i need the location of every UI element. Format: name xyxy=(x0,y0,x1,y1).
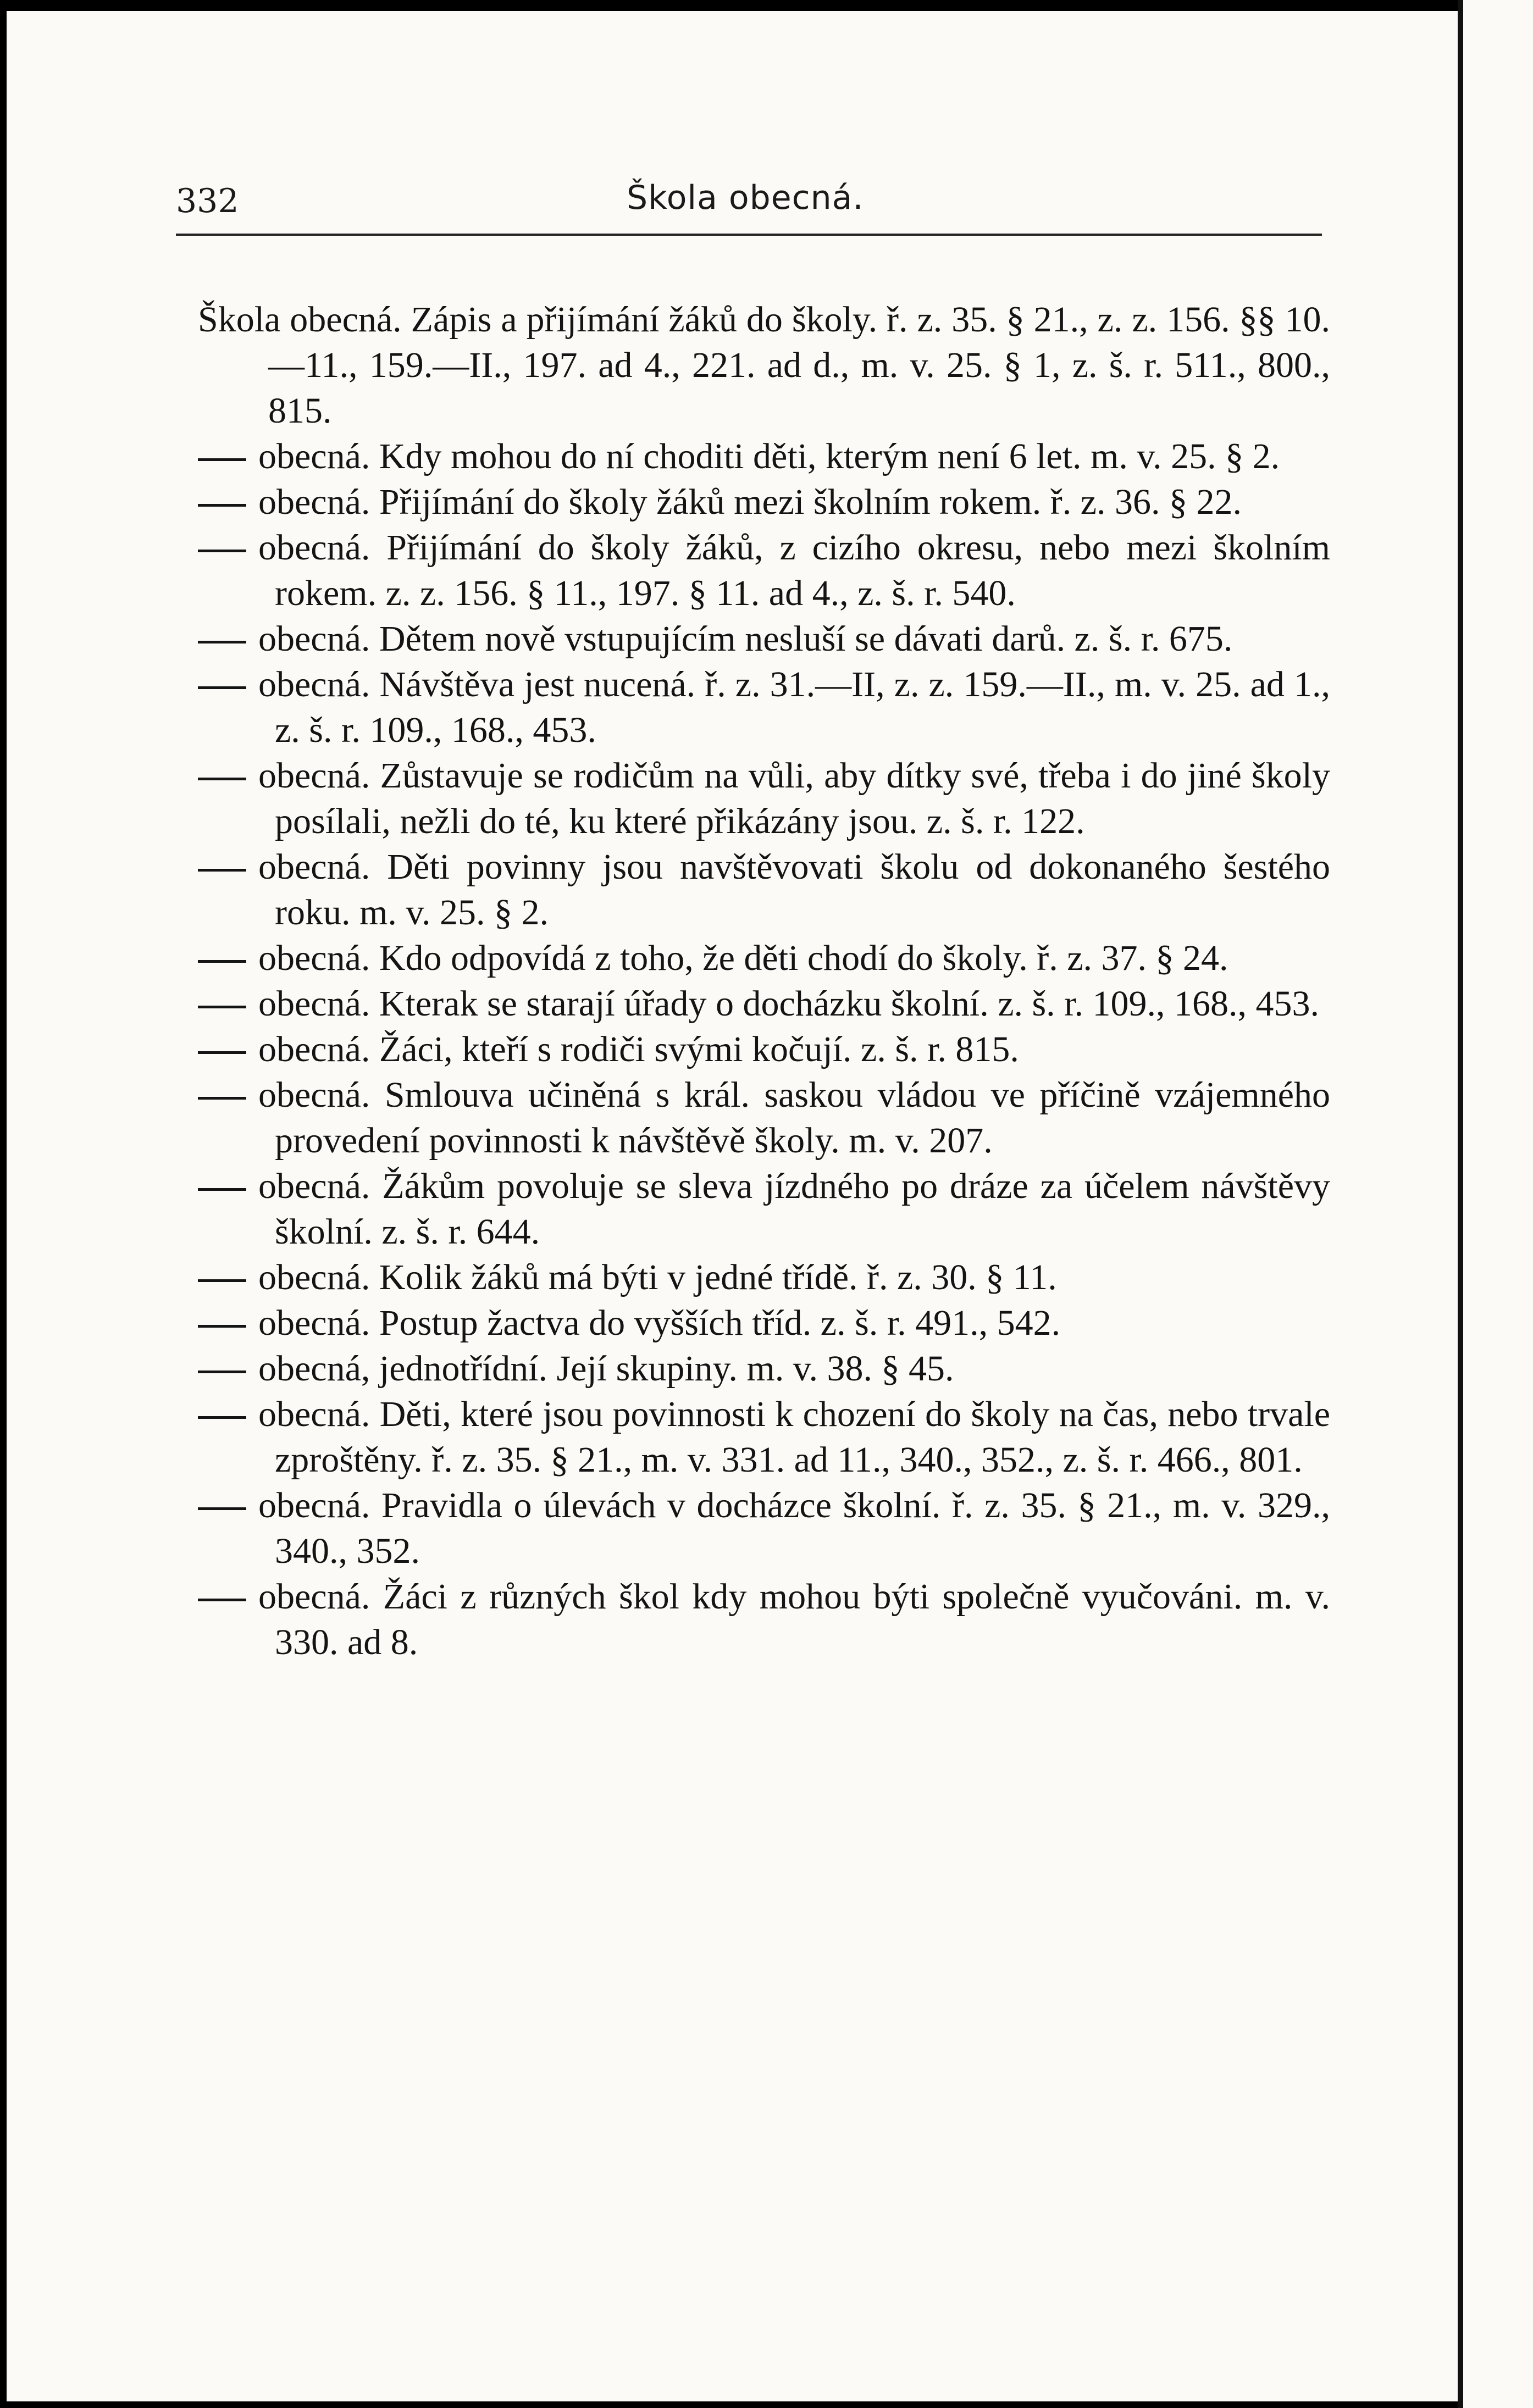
dash-mark xyxy=(198,616,258,662)
index-entry: obecná, jednotřídní. Její skupiny. m. v. 38. § 45. xyxy=(198,1346,1330,1391)
dash-mark xyxy=(198,1574,258,1619)
dash-mark xyxy=(198,1072,258,1118)
index-entry: Škola obecná. Zápis a přijímání žáků do školy. ř. z. 35. § 21., z. z. 156. §§ 10.—11., 159.—II., 197. ad 4., 221. ad d., m. v. 25. § 1, z. š. r. 511., 800., 815. xyxy=(198,299,1330,431)
page-header xyxy=(176,179,1322,231)
dash-mark xyxy=(198,1027,258,1072)
running-title: Škola obecná. xyxy=(627,179,864,217)
index-entry: obecná. Přijímání do školy žáků mezi školním rokem. ř. z. 36. § 22. xyxy=(198,479,1330,525)
index-entry: obecná. Návštěva jest nucená. ř. z. 31.—II, z. z. 159.—II., m. v. 25. ad 1., z. š. r. 109., 168., 453. xyxy=(198,662,1330,753)
dash-mark xyxy=(198,1163,258,1209)
dash-mark xyxy=(198,1483,258,1528)
index-entry: obecná. Dětem nově vstupujícím nesluší se dávati darů. z. š. r. 675. xyxy=(198,616,1330,662)
dash-mark xyxy=(198,479,258,525)
index-entry: obecná. Postup žactva do vyšších tříd. z. š. r. 491., 542. xyxy=(198,1300,1330,1346)
index-entry: obecná. Kdo odpovídá z toho, že děti chodí do školy. ř. z. 37. § 24. xyxy=(198,935,1330,981)
dash-mark xyxy=(198,1255,258,1300)
dash-mark xyxy=(198,434,258,479)
dash-mark xyxy=(198,981,258,1027)
index-entry: obecná. Žáci z různých škol kdy mohou býti společně vyučováni. m. v. 330. ad 8. xyxy=(198,1574,1330,1665)
index-entry: obecná. Pravidla o úlevách v docházce školní. ř. z. 35. § 21., m. v. 329., 340., 352. xyxy=(198,1483,1330,1574)
index-entry: obecná. Přijímání do školy žáků, z cizího okresu, nebo mezi školním rokem. z. z. 156. § 11., 197. § 11. ad 4., z. š. r. 540. xyxy=(198,525,1330,616)
index-entry: obecná. Kolik žáků má býti v jedné třídě. ř. z. 30. § 11. xyxy=(198,1255,1330,1300)
index-entry: obecná. Kterak se starají úřady o docházku školní. z. š. r. 109., 168., 453. xyxy=(198,981,1330,1027)
dash-mark xyxy=(198,662,258,707)
index-entry: obecná. Děti povinny jsou navštěvovati školu od dokonaného šestého roku. m. v. 25. § 2. xyxy=(198,844,1330,935)
index-entry: obecná. Zůstavuje se rodičům na vůli, aby dítky své, třeba i do jiné školy posílali, nežli do té, ku které přikázány jsou. z. š. r. 122. xyxy=(198,753,1330,844)
index-entry: obecná. Smlouva učiněná s král. saskou vládou ve příčině vzájemného provedení povinnosti k návštěvě školy. m. v. 207. xyxy=(198,1072,1330,1163)
index-entry: obecná. Žáci, kteří s rodiči svými kočují. z. š. r. 815. xyxy=(198,1027,1330,1072)
dash-mark xyxy=(198,1346,258,1391)
dash-mark xyxy=(198,935,258,981)
header-rule xyxy=(176,234,1322,236)
page-number: 332 xyxy=(176,182,239,220)
dash-mark xyxy=(198,525,258,570)
index-entries xyxy=(198,297,1330,1665)
page-edge xyxy=(1458,0,1533,2408)
dash-mark xyxy=(198,1391,258,1437)
dash-mark xyxy=(198,753,258,798)
dash-mark xyxy=(198,844,258,890)
dash-mark xyxy=(198,1300,258,1346)
index-entry: obecná. Kdy mohou do ní choditi děti, kterým není 6 let. m. v. 25. § 2. xyxy=(198,434,1330,479)
index-entry: obecná. Žákům povoluje se sleva jízdného po dráze za účelem návštěvy školní. z. š. r. 644. xyxy=(198,1163,1330,1255)
index-entry: obecná. Děti, které jsou povinnosti k chození do školy na čas, nebo trvale zproštěny. ř. z. 35. § 21., m. v. 331. ad 11., 340., 352., z. š. r. 466., 801. xyxy=(198,1391,1330,1483)
